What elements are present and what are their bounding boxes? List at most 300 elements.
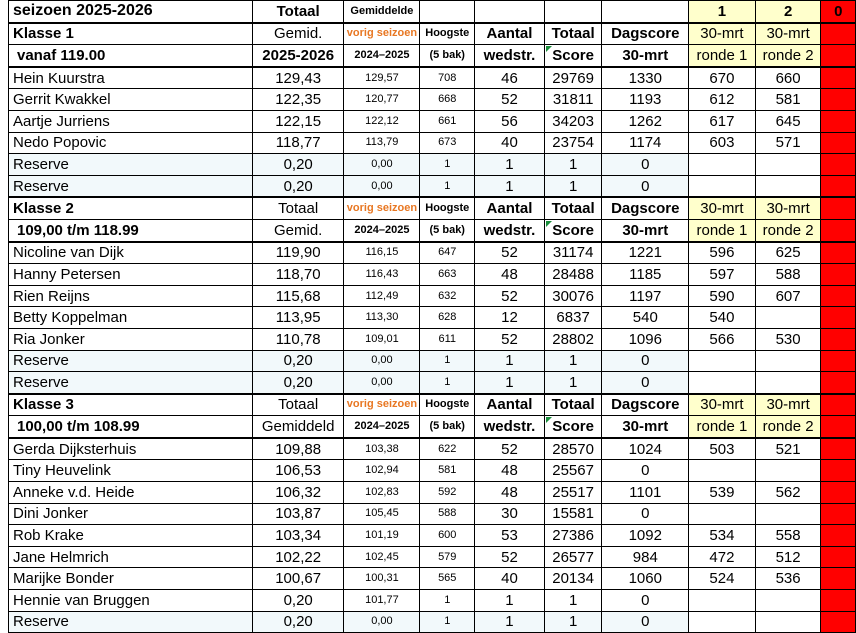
status-cell: [821, 546, 856, 568]
average-current: 106,32: [252, 482, 344, 504]
round2-score: [755, 460, 821, 482]
average-previous: 0,00: [344, 154, 420, 176]
round1-score: 670: [689, 67, 756, 89]
day-score: 1262: [602, 110, 689, 132]
status-cell: [821, 438, 856, 460]
day-score: 1197: [602, 285, 689, 307]
average-current: 118,70: [252, 264, 344, 286]
round2-score: [755, 350, 821, 372]
dayscore-header: Dagscore: [602, 23, 689, 45]
status-cell: [821, 394, 856, 416]
status-cell: [821, 328, 856, 350]
previous-season-subheader: 2024–2025: [344, 45, 420, 67]
player-row: [9, 460, 856, 482]
total-score: 31174: [544, 242, 602, 264]
day-score: 0: [602, 372, 689, 394]
total-score: 15581: [544, 503, 602, 525]
count-header: Aantal: [475, 23, 545, 45]
count-header: Aantal: [475, 197, 545, 219]
total-score: 20134: [544, 568, 602, 590]
day-score: 1101: [602, 482, 689, 504]
player-row: [9, 590, 856, 612]
round1-score: 534: [689, 525, 756, 547]
player-name: Jane Helmrich: [9, 546, 253, 568]
round1-score: [689, 590, 756, 612]
average-previous: 101,19: [344, 525, 420, 547]
highest-header: Hoogste: [420, 394, 475, 416]
day-score: 0: [602, 460, 689, 482]
total-score: 27386: [544, 525, 602, 547]
status-cell: [821, 219, 856, 241]
average-current: 113,95: [252, 307, 344, 329]
player-name: Hein Kuurstra: [9, 67, 253, 89]
player-name: Rob Krake: [9, 525, 253, 547]
gem-subheader: Gemiddeld: [252, 416, 344, 438]
matches-count: 56: [475, 110, 545, 132]
round2-date-header: 30-mrt: [755, 394, 821, 416]
gem-subheader: 2025-2026: [252, 45, 344, 67]
section-subheader-row: [9, 219, 856, 241]
average-current: 122,15: [252, 110, 344, 132]
count-subheader: wedstr.: [475, 219, 545, 241]
round2-date-header: 30-mrt: [755, 23, 821, 45]
highest-score: 592: [420, 482, 475, 504]
status-cell: [821, 416, 856, 438]
total-score-header: Totaal: [544, 23, 602, 45]
matches-count: 48: [475, 482, 545, 504]
round2-score: [755, 307, 821, 329]
day-score: 0: [602, 503, 689, 525]
highest-subheader: (5 bak): [420, 45, 475, 67]
round2-score: [755, 372, 821, 394]
round2-score: 571: [755, 132, 821, 154]
highest-score: 1: [420, 350, 475, 372]
round1-date-header: 30-mrt: [689, 23, 756, 45]
round1-score: 472: [689, 546, 756, 568]
average-current: 119,90: [252, 242, 344, 264]
matches-count: 53: [475, 525, 545, 547]
total-score: 25567: [544, 460, 602, 482]
round2-score: 607: [755, 285, 821, 307]
total-score: 1: [544, 154, 602, 176]
matches-count: 1: [475, 154, 545, 176]
round2-score: 512: [755, 546, 821, 568]
section-header-row: [9, 23, 856, 45]
player-row: [9, 568, 856, 590]
player-row: [9, 132, 856, 154]
highest-score: 708: [420, 67, 475, 89]
day-score: 1092: [602, 525, 689, 547]
player-name: Hanny Petersen: [9, 264, 253, 286]
player-name: Betty Koppelman: [9, 307, 253, 329]
matches-count: 1: [475, 350, 545, 372]
round1-score: 597: [689, 264, 756, 286]
round1-score: [689, 372, 756, 394]
average-previous: 109,01: [344, 328, 420, 350]
matches-count: 30: [475, 503, 545, 525]
day-score: 540: [602, 307, 689, 329]
player-name: Nicoline van Dijk: [9, 242, 253, 264]
average-previous: 103,38: [344, 438, 420, 460]
status-cell: [821, 350, 856, 372]
average-previous: 0,00: [344, 175, 420, 197]
section-subheader-row: [9, 45, 856, 67]
player-name: Nedo Popovic: [9, 132, 253, 154]
section-title: Klasse 1: [9, 23, 253, 45]
player-name: Reserve: [9, 350, 253, 372]
total-score-subheader: Score: [544, 219, 602, 241]
matches-count: 52: [475, 242, 545, 264]
round1-score: [689, 350, 756, 372]
total-score: 1: [544, 175, 602, 197]
matches-count: 52: [475, 328, 545, 350]
section-range: vanaf 119.00: [9, 45, 253, 67]
round2-score: [755, 154, 821, 176]
count-header: Aantal: [475, 394, 545, 416]
section-header-row: [9, 197, 856, 219]
round2-score: 530: [755, 328, 821, 350]
matches-count: 1: [475, 590, 545, 612]
round2-date-header: 30-mrt: [755, 197, 821, 219]
round2-score: [755, 175, 821, 197]
total-score-subheader: Score: [544, 45, 602, 67]
average-previous: 116,15: [344, 242, 420, 264]
section-range: 109,00 t/m 118.99: [9, 219, 253, 241]
highest-score: 632: [420, 285, 475, 307]
player-name: Aartje Jurriens: [9, 110, 253, 132]
matches-count: 40: [475, 568, 545, 590]
round-0-number: 0: [821, 1, 856, 23]
total-score: 28488: [544, 264, 602, 286]
highest-score: 622: [420, 438, 475, 460]
round1-date-header: 30-mrt: [689, 394, 756, 416]
average-previous: 101,77: [344, 590, 420, 612]
round1-date-header: 30-mrt: [689, 197, 756, 219]
total-score: 30076: [544, 285, 602, 307]
round2-score: 558: [755, 525, 821, 547]
day-score: 1185: [602, 264, 689, 286]
matches-count: 48: [475, 264, 545, 286]
status-cell: [821, 197, 856, 219]
highest-score: 588: [420, 503, 475, 525]
round-2-number: 2: [755, 1, 821, 23]
average-current: 109,88: [252, 438, 344, 460]
highest-score: 628: [420, 307, 475, 329]
dayscore-header: Dagscore: [602, 394, 689, 416]
highest-score: 663: [420, 264, 475, 286]
average-current: 103,34: [252, 525, 344, 547]
totaal-header: Totaal: [252, 1, 344, 23]
round2-score: 562: [755, 482, 821, 504]
total-score: 6837: [544, 307, 602, 329]
count-subheader: wedstr.: [475, 45, 545, 67]
player-row: [9, 503, 856, 525]
average-previous: 116,43: [344, 264, 420, 286]
player-row: [9, 89, 856, 111]
player-row: [9, 307, 856, 329]
dayscore-subheader: 30-mrt: [602, 219, 689, 241]
matches-count: 40: [475, 132, 545, 154]
player-row: [9, 328, 856, 350]
status-cell: [821, 110, 856, 132]
status-cell: [821, 242, 856, 264]
gemiddelde-header: Gemiddelde: [344, 1, 420, 23]
player-row: [9, 175, 856, 197]
round1-score: 603: [689, 132, 756, 154]
player-name: Reserve: [9, 154, 253, 176]
round1-score: [689, 175, 756, 197]
round1-score: [689, 611, 756, 633]
status-cell: [821, 611, 856, 633]
highest-score: 581: [420, 460, 475, 482]
player-name: Anneke v.d. Heide: [9, 482, 253, 504]
total-score-subheader: Score: [544, 416, 602, 438]
total-score: 1: [544, 372, 602, 394]
player-row: [9, 438, 856, 460]
player-name: Reserve: [9, 611, 253, 633]
average-current: 110,78: [252, 328, 344, 350]
average-current: 115,68: [252, 285, 344, 307]
round1-subheader: ronde 1: [689, 416, 756, 438]
player-name: Gerda Dijksterhuis: [9, 438, 253, 460]
player-row: [9, 67, 856, 89]
day-score: 1221: [602, 242, 689, 264]
average-current: 103,87: [252, 503, 344, 525]
previous-season-subheader: 2024–2025: [344, 219, 420, 241]
average-previous: 102,83: [344, 482, 420, 504]
average-current: 122,35: [252, 89, 344, 111]
matches-count: 46: [475, 67, 545, 89]
round1-score: 596: [689, 242, 756, 264]
status-cell: [821, 482, 856, 504]
dayscore-subheader: 30-mrt: [602, 416, 689, 438]
day-score: 0: [602, 154, 689, 176]
round1-score: 524: [689, 568, 756, 590]
highest-subheader: (5 bak): [420, 219, 475, 241]
day-score: 984: [602, 546, 689, 568]
highest-score: 611: [420, 328, 475, 350]
previous-season-header: vorig seizoen: [344, 23, 420, 45]
gem-header: Totaal: [252, 394, 344, 416]
player-name: Hennie van Bruggen: [9, 590, 253, 612]
total-score: 29769: [544, 67, 602, 89]
round-1-number: 1: [689, 1, 756, 23]
total-score-header: Totaal: [544, 197, 602, 219]
matches-count: 52: [475, 285, 545, 307]
player-name: Dini Jonker: [9, 503, 253, 525]
highest-score: 647: [420, 242, 475, 264]
average-current: 129,43: [252, 67, 344, 89]
average-previous: 100,31: [344, 568, 420, 590]
player-name: Marijke Bonder: [9, 568, 253, 590]
previous-season-header: vorig seizoen: [344, 197, 420, 219]
season-title: seizoen 2025-2026: [9, 1, 253, 23]
average-previous: 102,94: [344, 460, 420, 482]
total-score-header: Totaal: [544, 394, 602, 416]
round1-score: 540: [689, 307, 756, 329]
total-score: 28570: [544, 438, 602, 460]
previous-season-subheader: 2024–2025: [344, 416, 420, 438]
player-name: Ria Jonker: [9, 328, 253, 350]
round2-score: 645: [755, 110, 821, 132]
highest-score: 673: [420, 132, 475, 154]
round2-score: 588: [755, 264, 821, 286]
average-previous: 112,49: [344, 285, 420, 307]
highest-score: 565: [420, 568, 475, 590]
matches-count: 52: [475, 546, 545, 568]
average-current: 0,20: [252, 372, 344, 394]
round2-score: [755, 503, 821, 525]
player-name: Reserve: [9, 175, 253, 197]
matches-count: 1: [475, 175, 545, 197]
status-cell: [821, 568, 856, 590]
round2-score: 581: [755, 89, 821, 111]
round2-subheader: ronde 2: [755, 219, 821, 241]
player-row: [9, 264, 856, 286]
average-previous: 113,79: [344, 132, 420, 154]
round1-score: 566: [689, 328, 756, 350]
round1-score: [689, 154, 756, 176]
highest-score: 600: [420, 525, 475, 547]
total-score: 28802: [544, 328, 602, 350]
section-header-row: [9, 394, 856, 416]
status-cell: [821, 307, 856, 329]
round2-score: [755, 590, 821, 612]
day-score: 1060: [602, 568, 689, 590]
status-cell: [821, 590, 856, 612]
highest-header: Hoogste: [420, 23, 475, 45]
day-score: 0: [602, 611, 689, 633]
status-cell: [821, 154, 856, 176]
status-cell: [821, 67, 856, 89]
player-row: [9, 242, 856, 264]
total-score: 1: [544, 590, 602, 612]
round1-score: 617: [689, 110, 756, 132]
average-previous: 122,12: [344, 110, 420, 132]
round1-score: [689, 460, 756, 482]
round2-score: 660: [755, 67, 821, 89]
average-previous: 129,57: [344, 67, 420, 89]
average-previous: 102,45: [344, 546, 420, 568]
highest-score: 1: [420, 590, 475, 612]
round2-score: [755, 611, 821, 633]
highest-score: 668: [420, 89, 475, 111]
round2-subheader: ronde 2: [755, 45, 821, 67]
player-row: [9, 372, 856, 394]
day-score: 1174: [602, 132, 689, 154]
total-score: 34203: [544, 110, 602, 132]
previous-season-header: vorig seizoen: [344, 394, 420, 416]
total-score: 31811: [544, 89, 602, 111]
matches-count: 1: [475, 611, 545, 633]
total-score: 23754: [544, 132, 602, 154]
gem-header: Gemid.: [252, 23, 344, 45]
round2-subheader: ronde 2: [755, 416, 821, 438]
average-current: 106,53: [252, 460, 344, 482]
average-current: 118,77: [252, 132, 344, 154]
average-current: 0,20: [252, 175, 344, 197]
player-row: [9, 110, 856, 132]
player-name: Rien Reijns: [9, 285, 253, 307]
day-score: 1024: [602, 438, 689, 460]
highest-subheader: (5 bak): [420, 416, 475, 438]
round1-score: 590: [689, 285, 756, 307]
round1-score: 612: [689, 89, 756, 111]
matches-count: 48: [475, 460, 545, 482]
status-cell: [821, 503, 856, 525]
highest-score: 579: [420, 546, 475, 568]
round1-score: [689, 503, 756, 525]
day-score: 0: [602, 350, 689, 372]
season-header-row: [9, 1, 856, 23]
gem-subheader: Gemid.: [252, 219, 344, 241]
highest-header: Hoogste: [420, 197, 475, 219]
status-cell: [821, 264, 856, 286]
status-cell: [821, 23, 856, 45]
day-score: 0: [602, 175, 689, 197]
player-row: [9, 546, 856, 568]
status-cell: [821, 175, 856, 197]
average-current: 102,22: [252, 546, 344, 568]
status-cell: [821, 285, 856, 307]
highest-score: 661: [420, 110, 475, 132]
round2-score: 521: [755, 438, 821, 460]
average-previous: 113,30: [344, 307, 420, 329]
round2-score: 625: [755, 242, 821, 264]
status-cell: [821, 525, 856, 547]
round2-score: 536: [755, 568, 821, 590]
day-score: 1096: [602, 328, 689, 350]
average-previous: 120,77: [344, 89, 420, 111]
player-row: [9, 482, 856, 504]
round1-score: 503: [689, 438, 756, 460]
average-current: 0,20: [252, 590, 344, 612]
status-cell: [821, 45, 856, 67]
player-row: [9, 350, 856, 372]
matches-count: 52: [475, 438, 545, 460]
day-score: 0: [602, 590, 689, 612]
scores-sheet: [8, 0, 856, 633]
player-name: Gerrit Kwakkel: [9, 89, 253, 111]
total-score: 26577: [544, 546, 602, 568]
section-title: Klasse 2: [9, 197, 253, 219]
average-current: 0,20: [252, 154, 344, 176]
gem-header: Totaal: [252, 197, 344, 219]
round1-subheader: ronde 1: [689, 219, 756, 241]
status-cell: [821, 89, 856, 111]
player-row: [9, 611, 856, 633]
highest-score: 1: [420, 154, 475, 176]
player-row: [9, 154, 856, 176]
average-current: 100,67: [252, 568, 344, 590]
dayscore-header: Dagscore: [602, 197, 689, 219]
status-cell: [821, 132, 856, 154]
day-score: 1330: [602, 67, 689, 89]
player-name: Reserve: [9, 372, 253, 394]
round1-score: 539: [689, 482, 756, 504]
player-row: [9, 525, 856, 547]
total-score: 1: [544, 611, 602, 633]
highest-score: 1: [420, 175, 475, 197]
section-subheader-row: [9, 416, 856, 438]
status-cell: [821, 460, 856, 482]
total-score: 25517: [544, 482, 602, 504]
dayscore-subheader: 30-mrt: [602, 45, 689, 67]
player-name: Tiny Heuvelink: [9, 460, 253, 482]
average-current: 0,20: [252, 350, 344, 372]
average-previous: 105,45: [344, 503, 420, 525]
total-score: 1: [544, 350, 602, 372]
